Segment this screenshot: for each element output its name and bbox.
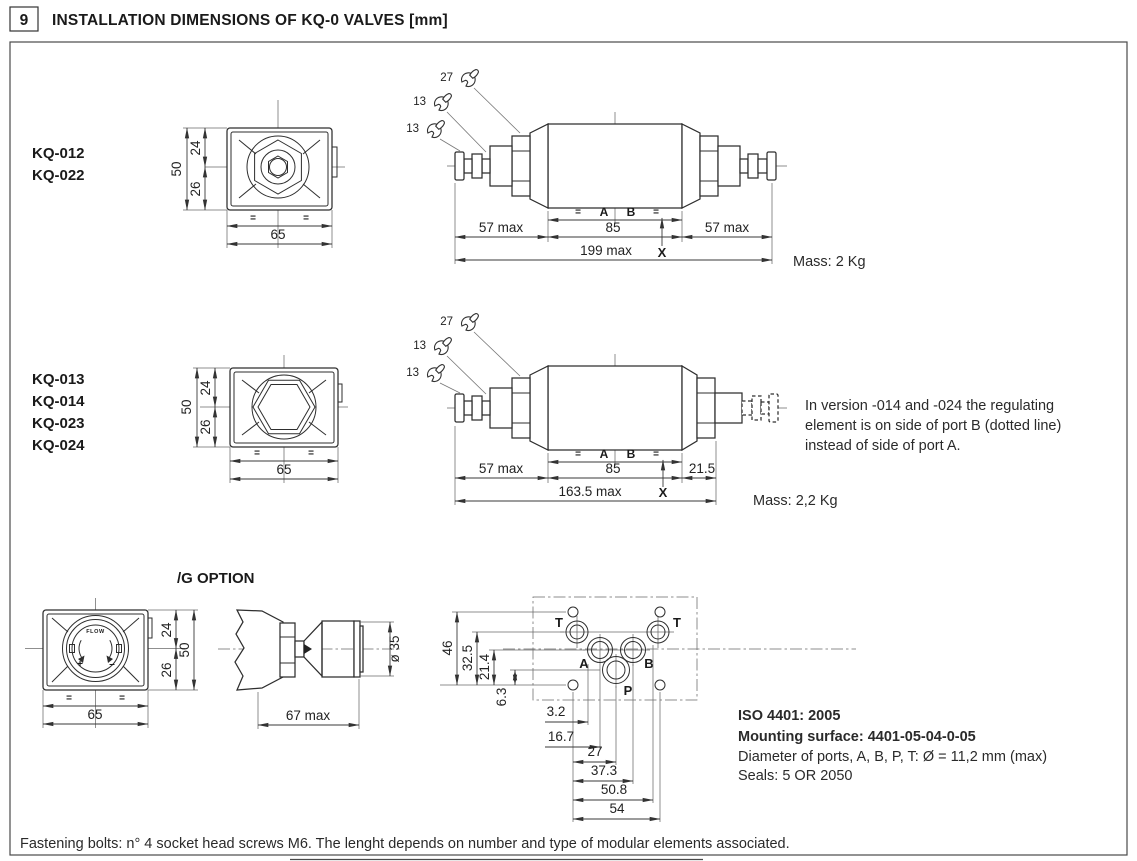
port-b: B <box>644 656 654 671</box>
port-a: A <box>579 656 589 671</box>
dim-54: 54 <box>609 801 625 816</box>
port-diameter-note: Diameter of ports, A, B, P, T: Ø = 11,2 mm (max) <box>738 749 1048 765</box>
dim-50: 50 <box>179 399 194 415</box>
dim-dia35: ø 35 <box>387 635 402 663</box>
equal-mark: = <box>575 207 581 218</box>
dotted-regulating-element <box>742 394 778 422</box>
port-b-label: B <box>626 205 636 219</box>
equal-mark: = <box>308 448 314 459</box>
x-axis-label: X <box>657 245 667 260</box>
dim-21-5: 21.5 <box>688 461 716 476</box>
dim-26: 26 <box>198 419 213 435</box>
section-number: 9 <box>19 12 29 29</box>
wrench-size-13: 13 <box>413 96 426 108</box>
mass-label: Mass: 2,2 Kg <box>753 493 838 509</box>
port-p: P <box>623 683 633 698</box>
equal-mark: = <box>250 213 256 224</box>
dim-24: 24 <box>198 380 213 396</box>
x-axis-label: X <box>658 485 668 500</box>
dim-24: 24 <box>159 622 174 638</box>
equal-mark: = <box>254 448 260 459</box>
wrench-icon <box>432 333 455 356</box>
model-label: KQ-023 <box>32 415 85 432</box>
page-title: INSTALLATION DIMENSIONS OF KQ-0 VALVES [mm] <box>52 12 448 29</box>
dim-50-8: 50.8 <box>600 782 628 797</box>
dim-57max: 57 max <box>478 461 524 476</box>
wrench-size-13: 13 <box>406 367 419 379</box>
iso-standard: ISO 4401: 2005 <box>738 708 841 724</box>
dim-21-4: 21.4 <box>477 653 492 681</box>
equal-mark: = <box>66 693 72 704</box>
port-t-left: T <box>555 615 563 630</box>
dim-67max: 67 max <box>285 708 331 723</box>
dim-24: 24 <box>188 140 203 156</box>
port-a-label: A <box>599 205 609 219</box>
model-label: KQ-024 <box>32 437 85 454</box>
port-b-label: B <box>626 447 636 461</box>
plus-label: + <box>77 659 83 670</box>
mass-label: Mass: 2 Kg <box>793 254 866 270</box>
wrench-icon <box>425 116 448 139</box>
mounting-outline <box>533 597 697 700</box>
dim-32-5: 32.5 <box>460 644 475 672</box>
dim-65: 65 <box>87 707 103 722</box>
dim-50: 50 <box>169 161 184 177</box>
dim-163-5max: 163.5 max <box>558 484 622 499</box>
svg-text:In version -014 and -024 the r: In version -014 and -024 the regulating <box>805 398 1055 414</box>
dim-26: 26 <box>159 662 174 678</box>
equal-mark: = <box>653 207 659 218</box>
dim-16-7: 16.7 <box>547 729 575 744</box>
dim-37-3: 37.3 <box>590 763 618 778</box>
dim-6-3: 6.3 <box>494 687 509 707</box>
flow-label: FLOW <box>86 629 105 635</box>
wrench-size-27: 27 <box>440 72 453 84</box>
kq013-wrench-callouts <box>406 309 520 394</box>
g-option-title: /G OPTION <box>177 570 255 587</box>
equal-mark: = <box>303 213 309 224</box>
svg-text:instead of side of port A.: instead of side of port A. <box>805 438 961 454</box>
section-kq013 <box>32 309 1061 509</box>
dim-50: 50 <box>177 642 192 658</box>
kq012-wrench-callouts <box>406 65 520 152</box>
equal-mark: = <box>575 449 581 460</box>
port-t-right: T <box>673 615 681 630</box>
model-label: KQ-014 <box>32 393 85 410</box>
header <box>10 7 448 31</box>
model-label: KQ-012 <box>32 145 85 162</box>
dim-46: 46 <box>440 640 455 656</box>
dim-57max: 57 max <box>704 220 750 235</box>
iso-spec-block <box>738 708 1047 784</box>
wrench-icon <box>459 65 482 88</box>
dim-85: 85 <box>605 220 621 235</box>
section-kq012 <box>32 65 866 270</box>
model-label: KQ-022 <box>32 167 85 184</box>
wrench-size-13: 13 <box>413 340 426 352</box>
dim-57max: 57 max <box>478 220 524 235</box>
dim-26: 26 <box>188 181 203 197</box>
dim-65: 65 <box>270 227 286 242</box>
svg-text:element is on side of port B (: element is on side of port B (dotted line) <box>805 418 1062 434</box>
wrench-size-13: 13 <box>406 123 419 135</box>
valve-body-break <box>235 610 283 690</box>
version-note <box>805 398 1061 454</box>
wrench-icon <box>425 360 448 383</box>
dim-65: 65 <box>276 462 292 477</box>
wrench-icon <box>432 89 455 112</box>
kq013-front-view <box>200 355 348 483</box>
wrench-icon <box>459 309 482 332</box>
dim-3-2: 3.2 <box>546 704 566 719</box>
kq013-side-view <box>447 354 790 466</box>
fastening-bolts-note: Fastening bolts: n° 4 socket head screws M6. The lenght depends on number and type of modular elements associated. <box>20 836 790 852</box>
section-g-option <box>25 570 1047 822</box>
port-a-label: A <box>599 447 609 461</box>
dim-85: 85 <box>605 461 621 476</box>
dim-27: 27 <box>587 744 603 759</box>
kq012-side-view <box>447 112 788 224</box>
seals-note: Seals: 5 OR 2050 <box>738 768 853 784</box>
equal-mark: = <box>119 693 125 704</box>
model-label: KQ-013 <box>32 371 85 388</box>
equal-mark: = <box>653 449 659 460</box>
mounting-surface-diagram <box>503 597 856 700</box>
minus-label: – <box>109 659 115 670</box>
mounting-surface-code: Mounting surface: 4401-05-04-0-05 <box>738 729 976 745</box>
dim-199max: 199 max <box>580 243 632 258</box>
wrench-size-27: 27 <box>440 316 453 328</box>
